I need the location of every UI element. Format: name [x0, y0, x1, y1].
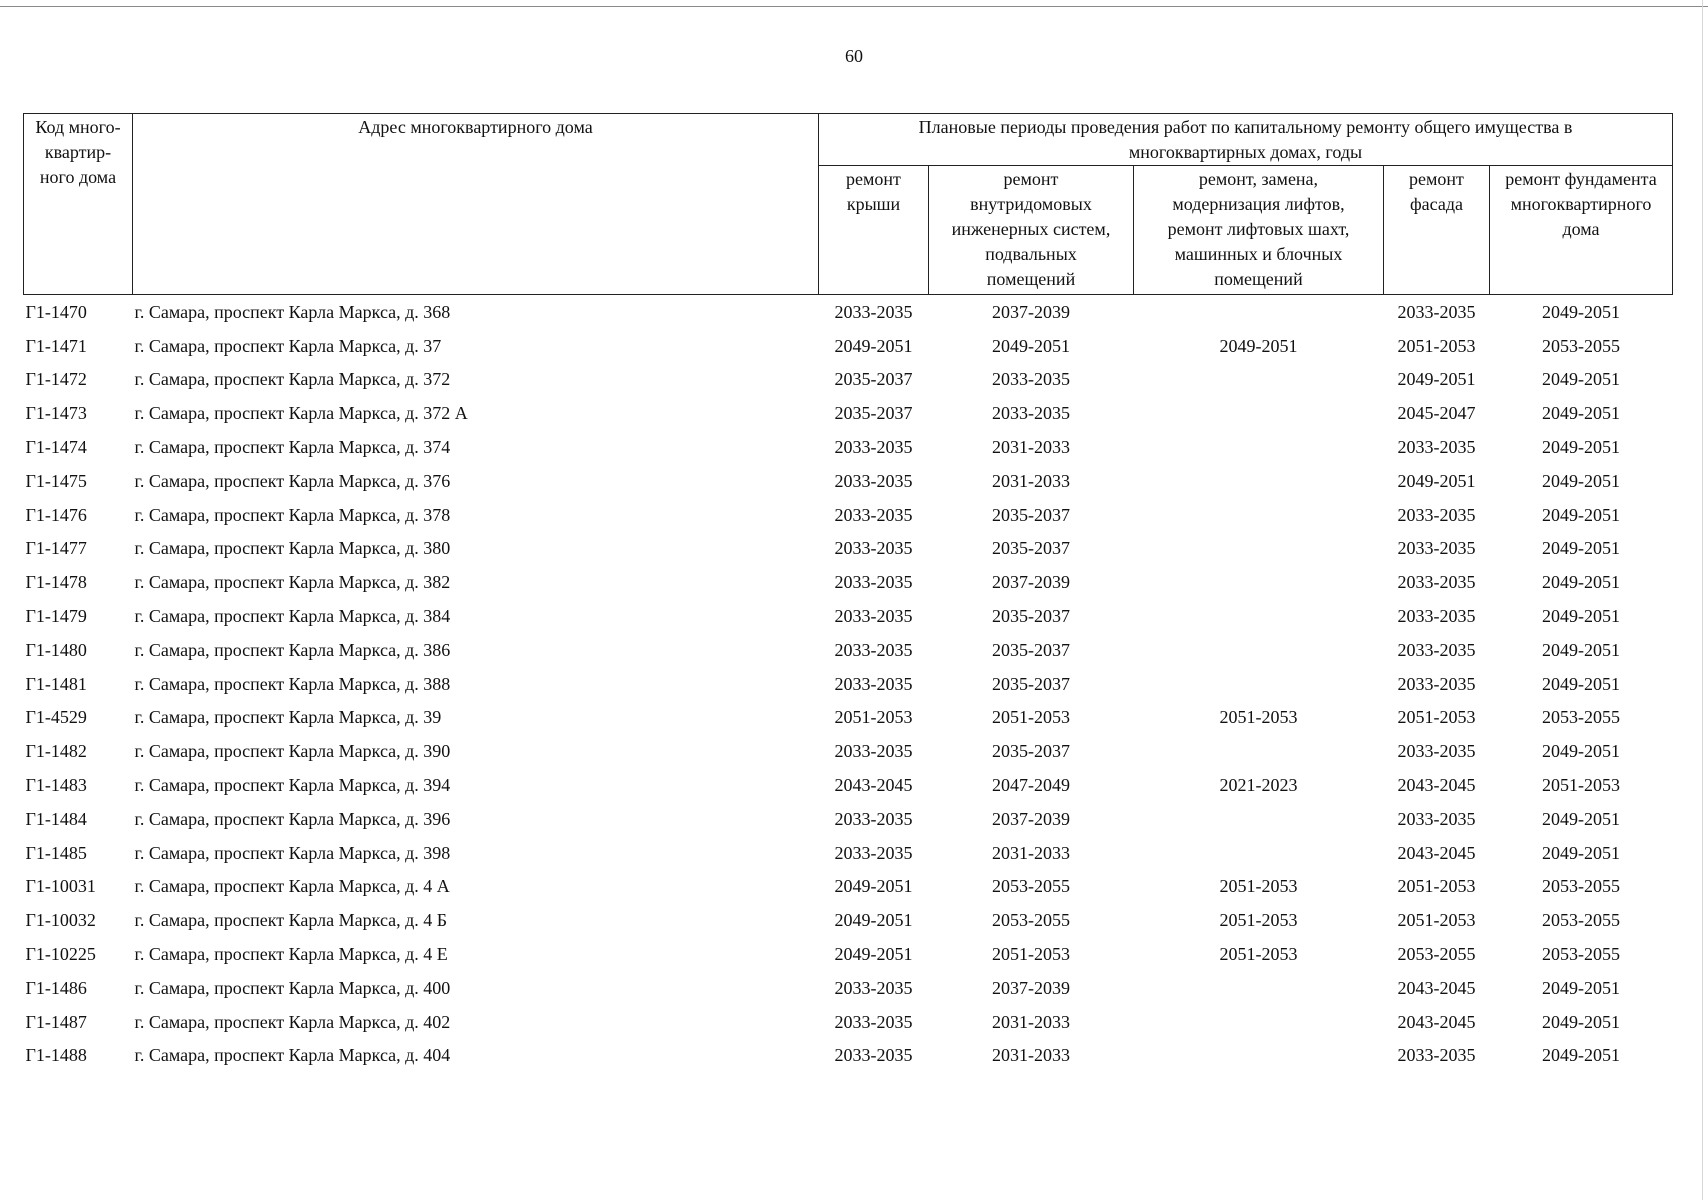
header-periods-title: [819, 114, 1673, 166]
cell-lifts: [1134, 599, 1384, 633]
cell-facade: 2053-2055: [1397, 944, 1476, 965]
header-engineering-line: ремонт: [1003, 169, 1059, 189]
scan-top-rule: [0, 6, 1708, 7]
cell-engineering: 2037-2039: [992, 301, 1070, 322]
cell-facade: 2051-2053: [1397, 707, 1476, 728]
header-lifts-line: ремонт лифтовых шахт,: [1167, 219, 1350, 239]
table-row: [24, 1039, 1673, 1073]
cell-engineering: 2047-2049: [992, 775, 1070, 796]
table-header: [24, 114, 1673, 295]
header-code-line: Код много-: [35, 117, 121, 137]
cell-foundation: 2049-2051: [1542, 977, 1620, 998]
cell-code: Г1-1475: [25, 470, 87, 491]
cell-facade: 2033-2035: [1397, 639, 1476, 660]
cell-lifts: [1134, 734, 1384, 768]
header-lifts-line: помещений: [1214, 269, 1303, 289]
cell-facade: 2043-2045: [1397, 842, 1476, 863]
cell-address: г. Самара, проспект Карла Маркса, д. 4 Б: [134, 910, 448, 931]
header-address-text: Адрес многоквартирного дома: [358, 117, 593, 137]
cell-code: Г1-1488: [25, 1045, 87, 1066]
cell-lifts: [1134, 633, 1384, 667]
table-row: [24, 701, 1673, 735]
table-row: [24, 329, 1673, 363]
cell-facade: 2043-2045: [1397, 775, 1476, 796]
cell-facade: 2033-2035: [1397, 538, 1476, 559]
header-periods-line: многоквартирных домах, годы: [1128, 142, 1363, 162]
cell-facade: 2033-2035: [1397, 504, 1476, 525]
cell-code: Г1-1478: [25, 572, 87, 593]
cell-facade: 2043-2045: [1397, 1011, 1476, 1032]
header-foundation-line: дома: [1562, 219, 1600, 239]
cell-address: г. Самара, проспект Карла Маркса, д. 39: [134, 707, 442, 728]
header-facade: [1384, 166, 1490, 295]
table-row: [24, 1005, 1673, 1039]
cell-engineering: 2033-2035: [992, 403, 1070, 424]
cell-engineering: 2051-2053: [992, 944, 1070, 965]
cell-address: г. Самара, проспект Карла Маркса, д. 386: [134, 639, 451, 660]
cell-facade: 2051-2053: [1397, 910, 1476, 931]
cell-roof: 2033-2035: [834, 842, 913, 863]
cell-address: г. Самара, проспект Карла Маркса, д. 378: [134, 504, 451, 525]
cell-foundation: 2049-2051: [1542, 572, 1620, 593]
cell-address: г. Самара, проспект Карла Маркса, д. 372: [134, 369, 451, 390]
cell-engineering: 2031-2033: [992, 470, 1070, 491]
header-foundation-line: многоквартирного: [1510, 194, 1652, 214]
cell-lifts: [1134, 295, 1384, 329]
cell-engineering: 2035-2037: [992, 504, 1070, 525]
cell-roof: 2049-2051: [834, 876, 913, 897]
cell-facade: 2043-2045: [1397, 977, 1476, 998]
cell-engineering: 2053-2055: [992, 910, 1070, 931]
table-row: [24, 870, 1673, 904]
cell-code: Г1-1484: [25, 808, 87, 829]
cell-engineering: 2035-2037: [992, 673, 1070, 694]
header-periods-line: Плановые периоды проведения работ по капитальному ремонту общего имущества в: [918, 117, 1573, 137]
cell-roof: 2035-2037: [834, 403, 913, 424]
cell-facade: 2033-2035: [1397, 673, 1476, 694]
cell-engineering: 2031-2033: [992, 842, 1070, 863]
cell-address: г. Самара, проспект Карла Маркса, д. 396: [134, 808, 451, 829]
cell-lifts: [1134, 565, 1384, 599]
cell-address: г. Самара, проспект Карла Маркса, д. 388: [134, 673, 451, 694]
cell-roof: 2033-2035: [834, 538, 913, 559]
cell-address: г. Самара, проспект Карла Маркса, д. 4 Е: [134, 944, 448, 965]
cell-facade: 2033-2035: [1397, 572, 1476, 593]
header-engineering-line: инженерных систем,: [951, 219, 1111, 239]
table-row: [24, 667, 1673, 701]
cell-code: Г1-1485: [25, 842, 87, 863]
cell-foundation: 2049-2051: [1542, 504, 1620, 525]
cell-facade: 2049-2051: [1397, 369, 1476, 390]
cell-roof: 2035-2037: [834, 369, 913, 390]
header-lifts-line: модернизация лифтов,: [1172, 194, 1345, 214]
cell-foundation: 2049-2051: [1542, 808, 1620, 829]
cell-engineering: 2033-2035: [992, 369, 1070, 390]
cell-lifts: 2021-2023: [1219, 775, 1298, 796]
cell-address: г. Самара, проспект Карла Маркса, д. 394: [134, 775, 451, 796]
header-foundation: [1490, 166, 1673, 295]
table-row: [24, 937, 1673, 971]
header-foundation-line: ремонт фундамента: [1505, 169, 1657, 189]
cell-facade: 2033-2035: [1397, 606, 1476, 627]
cell-address: г. Самара, проспект Карла Маркса, д. 402: [134, 1011, 451, 1032]
table-row: [24, 363, 1673, 397]
cell-engineering: 2053-2055: [992, 876, 1070, 897]
cell-foundation: 2051-2053: [1542, 775, 1620, 796]
cell-foundation: 2049-2051: [1542, 301, 1620, 322]
cell-address: г. Самара, проспект Карла Маркса, д. 398: [134, 842, 451, 863]
cell-lifts: [1134, 363, 1384, 397]
cell-engineering: 2037-2039: [992, 572, 1070, 593]
cell-roof: 2033-2035: [834, 808, 913, 829]
cell-code: Г1-4529: [25, 707, 87, 728]
cell-foundation: 2049-2051: [1542, 470, 1620, 491]
cell-address: г. Самара, проспект Карла Маркса, д. 400: [134, 977, 451, 998]
cell-code: Г1-10225: [25, 944, 96, 965]
cell-roof: 2033-2035: [834, 504, 913, 525]
table-row: [24, 599, 1673, 633]
cell-engineering: 2035-2037: [992, 639, 1070, 660]
cell-roof: 2049-2051: [834, 910, 913, 931]
header-roof-line: крыши: [846, 194, 901, 214]
cell-roof: 2051-2053: [834, 707, 913, 728]
cell-foundation: 2049-2051: [1542, 369, 1620, 390]
cell-code: Г1-1481: [25, 673, 87, 694]
cell-code: Г1-1487: [25, 1011, 87, 1032]
cell-lifts: [1134, 802, 1384, 836]
cell-foundation: 2049-2051: [1542, 606, 1620, 627]
cell-roof: 2033-2035: [834, 470, 913, 491]
cell-engineering: 2051-2053: [992, 707, 1070, 728]
header-code: [24, 114, 133, 295]
cell-facade: 2033-2035: [1397, 301, 1476, 322]
cell-facade: 2045-2047: [1397, 403, 1476, 424]
header-facade-line: ремонт: [1409, 169, 1464, 189]
cell-engineering: 2037-2039: [992, 977, 1070, 998]
cell-code: Г1-1476: [25, 504, 87, 525]
cell-lifts: [1134, 430, 1384, 464]
cell-address: г. Самара, проспект Карла Маркса, д. 382: [134, 572, 451, 593]
cell-roof: 2033-2035: [834, 572, 913, 593]
table-row: [24, 498, 1673, 532]
cell-engineering: 2031-2033: [992, 1045, 1070, 1066]
cell-address: г. Самара, проспект Карла Маркса, д. 374: [134, 437, 451, 458]
cell-code: Г1-10032: [25, 910, 96, 931]
cell-foundation: 2053-2055: [1542, 876, 1620, 897]
cell-code: Г1-1471: [25, 335, 87, 356]
cell-address: г. Самара, проспект Карла Маркса, д. 4 А: [134, 876, 450, 897]
cell-facade: 2051-2053: [1397, 876, 1476, 897]
cell-lifts: 2051-2053: [1219, 707, 1298, 728]
cell-engineering: 2031-2033: [992, 437, 1070, 458]
cell-code: Г1-1480: [25, 639, 87, 660]
cell-lifts: 2049-2051: [1219, 335, 1298, 356]
cell-foundation: 2049-2051: [1542, 403, 1620, 424]
cell-roof: 2033-2035: [834, 1045, 913, 1066]
cell-lifts: [1134, 532, 1384, 566]
cell-facade: 2033-2035: [1397, 437, 1476, 458]
cell-lifts: [1134, 498, 1384, 532]
cell-lifts: [1134, 667, 1384, 701]
cell-code: Г1-1486: [25, 977, 87, 998]
cell-address: г. Самара, проспект Карла Маркса, д. 37: [134, 335, 442, 356]
cell-lifts: [1134, 1039, 1384, 1073]
table-row: [24, 802, 1673, 836]
cell-address: г. Самара, проспект Карла Маркса, д. 404: [134, 1045, 451, 1066]
cell-engineering: 2035-2037: [992, 538, 1070, 559]
table-row: [24, 430, 1673, 464]
cell-address: г. Самара, проспект Карла Маркса, д. 380: [134, 538, 451, 559]
cell-foundation: 2053-2055: [1542, 910, 1620, 931]
header-lifts-line: ремонт, замена,: [1198, 169, 1319, 189]
cell-facade: 2033-2035: [1397, 741, 1476, 762]
header-roof-line: ремонт: [846, 169, 901, 189]
cell-code: Г1-1472: [25, 369, 87, 390]
cell-roof: 2033-2035: [834, 639, 913, 660]
cell-roof: 2033-2035: [834, 1011, 913, 1032]
cell-foundation: 2049-2051: [1542, 673, 1620, 694]
cell-engineering: 2035-2037: [992, 606, 1070, 627]
cell-roof: 2033-2035: [834, 606, 913, 627]
cell-roof: 2033-2035: [834, 301, 913, 322]
table-body: [24, 295, 1673, 1073]
cell-code: Г1-1470: [25, 301, 87, 322]
cell-facade: 2049-2051: [1397, 470, 1476, 491]
cell-engineering: 2037-2039: [992, 808, 1070, 829]
table-row: [24, 903, 1673, 937]
table-row: [24, 734, 1673, 768]
cell-foundation: 2049-2051: [1542, 1011, 1620, 1032]
cell-code: Г1-1482: [25, 741, 87, 762]
cell-foundation: 2049-2051: [1542, 538, 1620, 559]
cell-lifts: 2051-2053: [1219, 910, 1298, 931]
cell-code: Г1-10031: [25, 876, 96, 897]
cell-lifts: [1134, 1005, 1384, 1039]
header-code-line: квартир-: [44, 142, 112, 162]
cell-address: г. Самара, проспект Карла Маркса, д. 376: [134, 470, 451, 491]
cell-lifts: [1134, 464, 1384, 498]
header-address: [133, 114, 819, 295]
cell-address: г. Самара, проспект Карла Маркса, д. 384: [134, 606, 451, 627]
cell-engineering: 2035-2037: [992, 741, 1070, 762]
table-row: [24, 836, 1673, 870]
cell-foundation: 2053-2055: [1542, 335, 1620, 356]
cell-code: Г1-1483: [25, 775, 87, 796]
header-lifts-line: машинных и блочных: [1174, 244, 1343, 264]
cell-roof: 2043-2045: [834, 775, 913, 796]
cell-facade: 2033-2035: [1397, 1045, 1476, 1066]
cell-roof: 2049-2051: [834, 944, 913, 965]
table-row: [24, 464, 1673, 498]
header-engineering-line: подвальных: [985, 244, 1077, 264]
cell-code: Г1-1473: [25, 403, 87, 424]
cell-foundation: 2049-2051: [1542, 437, 1620, 458]
cell-engineering: 2031-2033: [992, 1011, 1070, 1032]
header-facade-line: фасада: [1410, 194, 1463, 214]
cell-lifts: [1134, 971, 1384, 1005]
cell-roof: 2033-2035: [834, 673, 913, 694]
cell-lifts: 2051-2053: [1219, 876, 1298, 897]
cell-foundation: 2049-2051: [1542, 639, 1620, 660]
table-row: [24, 396, 1673, 430]
cell-code: Г1-1477: [25, 538, 87, 559]
cell-code: Г1-1479: [25, 606, 87, 627]
header-roof: [819, 166, 929, 295]
cell-roof: 2033-2035: [834, 977, 913, 998]
table-row: [24, 565, 1673, 599]
cell-engineering: 2049-2051: [992, 335, 1070, 356]
cell-foundation: 2049-2051: [1542, 1045, 1620, 1066]
table-row: [24, 295, 1673, 329]
page-number: 60: [845, 46, 863, 66]
header-engineering: [929, 166, 1134, 295]
repair-plan-table: [23, 113, 1673, 1072]
table-row: [24, 532, 1673, 566]
cell-roof: 2033-2035: [834, 741, 913, 762]
cell-roof: 2033-2035: [834, 437, 913, 458]
cell-address: г. Самара, проспект Карла Маркса, д. 368: [134, 301, 451, 322]
cell-lifts: 2051-2053: [1219, 944, 1298, 965]
cell-facade: 2033-2035: [1397, 808, 1476, 829]
header-engineering-line: внутридомовых: [970, 194, 1092, 214]
header-lifts: [1134, 166, 1384, 295]
cell-roof: 2049-2051: [834, 335, 913, 356]
header-engineering-line: помещений: [986, 269, 1076, 289]
cell-lifts: [1134, 836, 1384, 870]
cell-code: Г1-1474: [25, 437, 87, 458]
header-code-line: ного дома: [39, 167, 117, 187]
cell-foundation: 2049-2051: [1542, 741, 1620, 762]
table-row: [24, 633, 1673, 667]
table-row: [24, 768, 1673, 802]
cell-foundation: 2053-2055: [1542, 707, 1620, 728]
cell-facade: 2051-2053: [1397, 335, 1476, 356]
table-row: [24, 971, 1673, 1005]
cell-address: г. Самара, проспект Карла Маркса, д. 372 А: [134, 403, 468, 424]
scan-right-edge: [1702, 0, 1703, 1200]
cell-address: г. Самара, проспект Карла Маркса, д. 390: [134, 741, 451, 762]
cell-lifts: [1134, 396, 1384, 430]
cell-foundation: 2049-2051: [1542, 842, 1620, 863]
cell-foundation: 2053-2055: [1542, 944, 1620, 965]
